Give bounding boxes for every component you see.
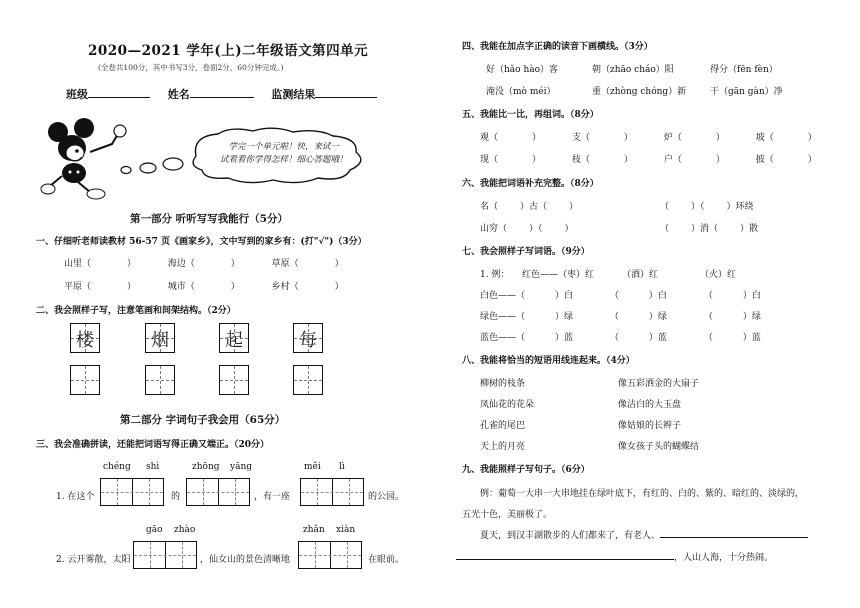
writing-box[interactable]: [293, 365, 323, 395]
q6-text: （: [660, 224, 670, 234]
match-right-item[interactable]: 像洁白的大玉盘: [618, 400, 682, 410]
q6-text: ）古（: [520, 202, 548, 212]
sentence2-part: 2. 云开雾散，太阳: [56, 555, 131, 565]
q7-text: （: [703, 333, 713, 343]
match-left-item[interactable]: 凤仙花的花朵: [480, 400, 535, 410]
match-right-item[interactable]: 像五彩洒金的大扇子: [618, 379, 700, 389]
answer-grid[interactable]: [133, 541, 197, 569]
q6-text: ）: [564, 224, 574, 234]
match-left-item[interactable]: 天上的月亮: [480, 442, 526, 452]
q7-text: ）绿: [648, 312, 667, 322]
exam-note: (全卷共100分，其中书写3分，卷面2分，60分钟完成。): [98, 63, 284, 72]
option-haibian: 海边（: [167, 259, 195, 269]
q4-item: 淹没（mò méi）: [486, 87, 556, 97]
match-right-item[interactable]: 像姑娘的长辫子: [618, 421, 682, 431]
q6-row2-left: [480, 221, 574, 234]
close-paren: ）: [334, 282, 344, 292]
q7-title: 七、我会照样子写词语。（9分）: [462, 247, 590, 257]
student-info-row: [66, 86, 377, 102]
q7-text: 蓝色——（: [480, 333, 526, 343]
q6-row2-right: [660, 221, 758, 234]
option-chengshi: 城市（: [167, 282, 195, 292]
close-paren: ）: [334, 259, 344, 269]
q5-char: 户（: [663, 155, 682, 165]
q9-title: 九、我能照样子写句子。（6分）: [462, 465, 590, 475]
q7-text: （: [703, 291, 713, 301]
q7-text: 绿色——（: [480, 312, 526, 322]
q7-example: 红色——（枣）红: [522, 270, 595, 280]
q6-row1-right: [660, 199, 754, 212]
bubble-line-1: 学完一个单元啦！快，来试一: [228, 142, 340, 152]
q7-text: ）蓝: [648, 333, 667, 343]
q6-text: ）环绕: [726, 202, 754, 212]
match-left-item[interactable]: 柳树的枝条: [480, 379, 526, 389]
pinyin: lì: [339, 462, 345, 472]
pinyin: chéng: [103, 462, 131, 472]
q4-item: 好（hǎo hào）客: [486, 65, 559, 75]
q4-item: 重（zhòng chóng）新: [592, 87, 687, 97]
sentence-answer-line[interactable]: [660, 528, 808, 538]
sentence2-part: ，仙女山的景色清晰地: [200, 555, 291, 565]
sentence1-part: 1. 在这个: [56, 492, 95, 502]
q6-text: ）: [569, 202, 579, 212]
close-paren: ）: [127, 282, 137, 292]
q7-text: （: [609, 312, 619, 322]
name-label: 姓名: [167, 88, 190, 101]
q6-text: 山穷（: [480, 224, 508, 234]
close-paren: ）: [230, 259, 240, 269]
q4-title: 四、我能在加点字正确的读音下画横线。（3分）: [462, 42, 653, 52]
option-caoyuan: 草原（: [271, 259, 299, 269]
model-char-box: [70, 323, 100, 353]
q7-text: ）蓝: [555, 333, 574, 343]
q4-item: 干（gān gàn）净: [710, 87, 783, 97]
q7-text: ）白: [555, 291, 574, 301]
q1-row1: [64, 256, 344, 269]
q6-text: ）（: [691, 202, 705, 212]
part1-title: 第一部分 听听写写我能行（5分）: [130, 213, 288, 225]
q5-row1: [480, 130, 817, 143]
model-char-box: [219, 323, 249, 353]
bubble-text: [220, 141, 348, 167]
answer-grid[interactable]: [298, 541, 362, 569]
close-paren: ）: [715, 133, 725, 143]
q6-text: ）（: [529, 224, 543, 234]
q5-char: 现（: [480, 155, 499, 165]
bubble-line-2: 试看看你学得怎样！细心答题哦！: [220, 155, 348, 165]
writing-box[interactable]: [145, 365, 175, 395]
q9-task-text: ，人山人海，十分热闹。: [674, 553, 774, 563]
pinyin: zhào: [174, 525, 196, 535]
q6-text: （: [660, 202, 670, 212]
q7-text: ）绿: [742, 312, 761, 322]
q6-row1-left: [480, 199, 578, 212]
pinyin: zhǎn: [303, 525, 325, 535]
q7-text: （: [609, 333, 619, 343]
close-paren: ）: [623, 155, 633, 165]
q6-text: ）消（: [691, 224, 719, 234]
sentence1-part: ，有一座: [254, 492, 291, 502]
q8-title: 八、我能将恰当的短语用线连起来。（4分）: [462, 356, 635, 366]
q7-text: （: [703, 312, 713, 322]
pinyin: gāo: [146, 525, 163, 535]
q7-example: （酒）红: [622, 270, 659, 280]
model-char: 楼: [76, 330, 94, 351]
answer-grid[interactable]: [300, 478, 364, 506]
q5-row2: [480, 152, 817, 165]
q5-char: 坡（: [755, 133, 774, 143]
q5-char: 支（: [571, 133, 590, 143]
pinyin: yāng: [230, 462, 253, 472]
model-char: 烟: [151, 330, 169, 351]
result-label: 监测结果: [271, 88, 316, 101]
result-field[interactable]: [315, 88, 377, 98]
sentence-answer-line[interactable]: [456, 550, 674, 560]
pinyin: xiàn: [336, 525, 356, 535]
q9-example-line: 五光十色，美丽极了。: [462, 510, 553, 520]
page-title: 2020—2021 学年(上)二年级语文第四单元: [88, 43, 369, 59]
q5-title: 五、我能比一比，再组词。（8分）: [462, 110, 599, 120]
q6-title: 六、我能把词语补充完整。（8分）: [462, 179, 599, 189]
q6-text: 名（: [480, 202, 499, 212]
q7-example: （火）红: [700, 270, 737, 280]
q7-row: [480, 288, 761, 301]
q1-title: 一、仔细听老师读教材 56-57 页《画家乡》，文中写到的家乡有：(打"√")（3分）: [36, 237, 367, 247]
q7-text: 白色——（: [480, 291, 526, 301]
answer-grid[interactable]: [100, 478, 164, 506]
model-char: 每: [299, 330, 317, 351]
q7-row: [480, 330, 761, 343]
close-paren: ）: [623, 133, 633, 143]
class-field[interactable]: [88, 88, 150, 98]
model-char-box: [293, 323, 323, 353]
sentence1-part: 的: [171, 492, 181, 502]
option-shanli: 山里（: [64, 259, 92, 269]
q9-task-line: [456, 550, 773, 563]
writing-box[interactable]: [70, 365, 100, 395]
q3-title: 三、我会准确拼读，还能把词语写得正确又端正。（20分）: [36, 440, 270, 450]
q7-example-label: 1. 例：: [480, 270, 510, 280]
q5-char: 枝（: [571, 155, 590, 165]
close-paren: ）: [532, 155, 542, 165]
pinyin: zhōng: [192, 462, 220, 472]
answer-grid[interactable]: [186, 478, 250, 506]
q4-item: 朝（zhāo cháo）阳: [592, 65, 674, 75]
q9-task-line: [480, 528, 808, 541]
q5-char: 观（: [480, 133, 499, 143]
q7-text: （: [609, 291, 619, 301]
class-label: 班级: [66, 88, 88, 101]
q7-text: ）白: [742, 291, 761, 301]
q7-text: ）白: [648, 291, 667, 301]
close-paren: ）: [807, 133, 817, 143]
q5-char: 披（: [755, 155, 774, 165]
sentence1-part: 的公园。: [368, 492, 405, 502]
q6-text: ）散: [740, 224, 759, 234]
match-right-item[interactable]: 像女孩子头的蝴蝶结: [618, 442, 700, 452]
q7-row: [480, 309, 761, 322]
model-char: 起: [225, 330, 243, 351]
close-paren: ）: [532, 133, 542, 143]
close-paren: ）: [715, 155, 725, 165]
q9-task-text: 夏天，到汉丰湖散步的人们都来了，有老人、: [480, 531, 661, 541]
pinyin: shì: [146, 462, 160, 472]
option-pingyuan: 平原（: [64, 282, 92, 292]
writing-box[interactable]: [219, 365, 249, 395]
close-paren: ）: [127, 259, 137, 269]
close-paren: ）: [230, 282, 240, 292]
option-xiangcun: 乡村（: [271, 282, 299, 292]
model-char-box: [145, 323, 175, 353]
close-paren: ）: [807, 155, 817, 165]
sentence2-part: 在眼前。: [368, 555, 405, 565]
q2-title: 二、我会照样子写，注意笔画和间架结构。（2分）: [36, 306, 236, 316]
pinyin: měi: [304, 462, 321, 472]
q9-example-line: 例：葡萄一大串一大串地挂在绿叶底下，有红的、白的、紫的、暗红的、淡绿的，: [480, 489, 805, 499]
q5-char: 炉（: [663, 133, 682, 143]
q4-item: 得分（fēn fèn）: [710, 65, 778, 75]
part2-title: 第二部分 字词句子我会用（65分）: [120, 414, 286, 426]
q1-row2: [64, 279, 344, 292]
q7-text: ）蓝: [742, 333, 761, 343]
name-field[interactable]: [190, 88, 254, 98]
match-left-item[interactable]: 孔雀的尾巴: [480, 421, 526, 431]
q7-text: ）绿: [555, 312, 574, 322]
